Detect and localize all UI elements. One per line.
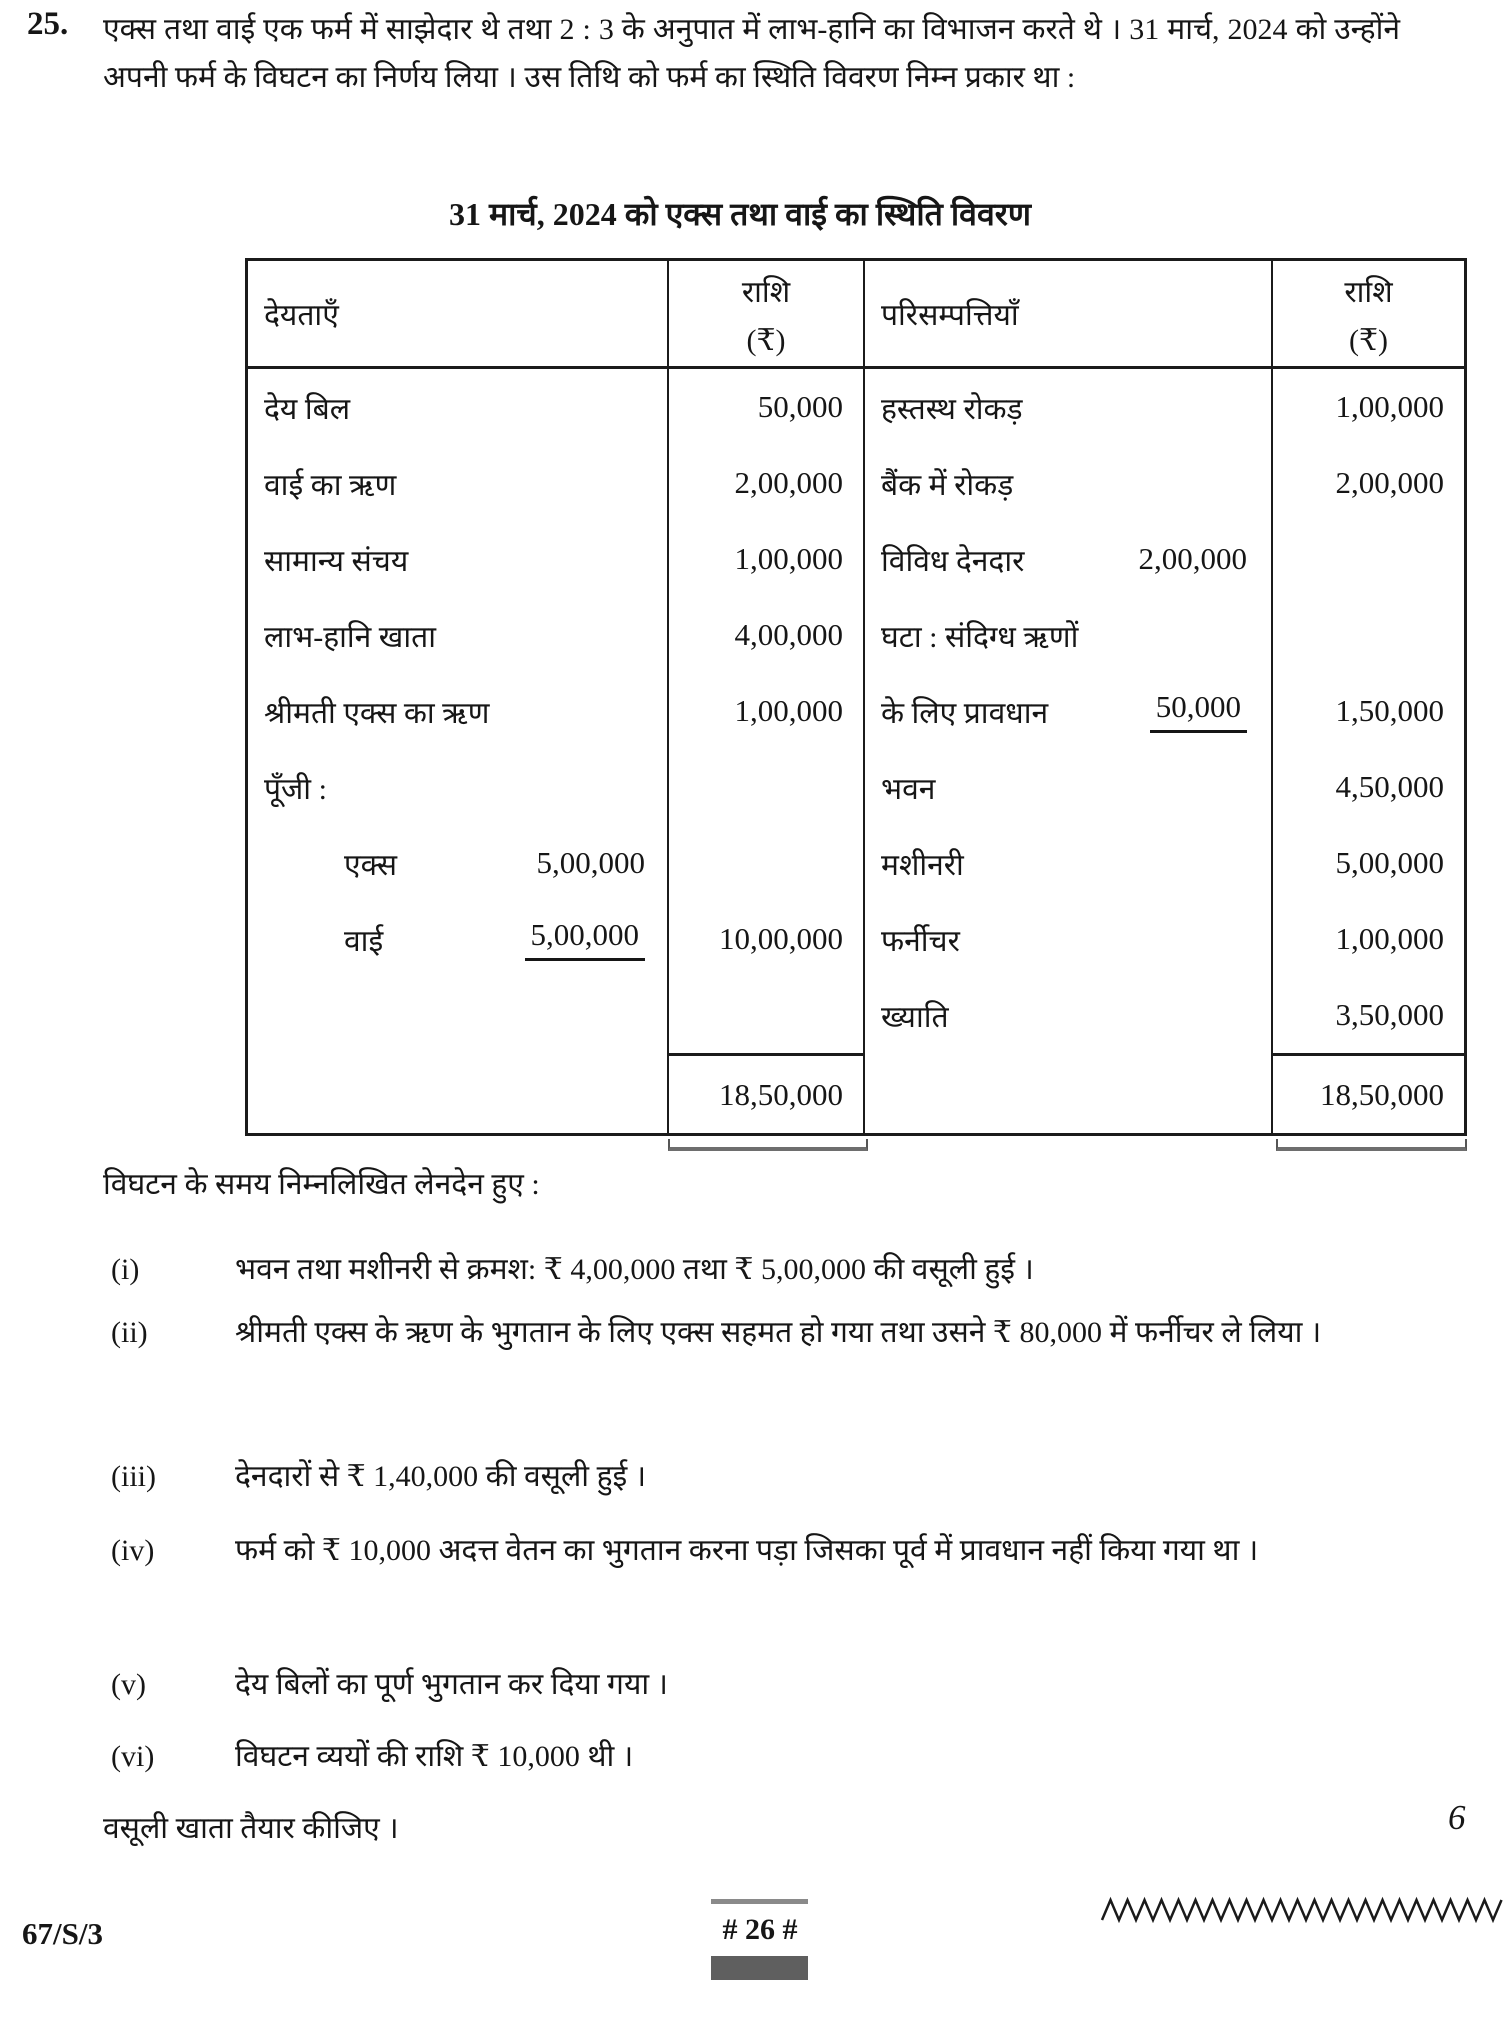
transaction-item <box>103 1655 1403 1715</box>
liability-label: पूँजी : <box>264 772 327 806</box>
liability-row <box>248 749 667 825</box>
asset-row <box>865 977 1271 1053</box>
page-marker-top-line <box>711 1899 808 1904</box>
partner-label: एक्स <box>344 848 398 882</box>
asset-label: बैंक में रोकड़ <box>881 468 1014 502</box>
amount-label: राशि <box>1344 275 1393 309</box>
closing-instruction: वसूली खाता तैयार कीजिए । <box>103 1812 399 1845</box>
amount-cell: 1,00,000 <box>1335 389 1444 424</box>
assets-amount-column <box>1273 369 1464 1053</box>
transaction-item <box>103 1727 1403 1787</box>
amount-cell: 2,00,000 <box>1335 465 1444 500</box>
liabilities-amount-column <box>669 369 865 1053</box>
zigzag-decoration <box>1100 1895 1505 1923</box>
balance-sheet-title: 31 मार्च, 2024 को एक्स तथा वाई का स्थिति विवरण <box>449 196 1031 232</box>
item-text: देनदारों से ₹ 1,40,000 की वसूली हुई । <box>235 1460 647 1493</box>
asset-row <box>865 749 1271 825</box>
liability-label: वाई का ऋण <box>264 468 397 502</box>
amount-cell: 1,50,000 <box>1335 693 1444 728</box>
amount-cell: 10,00,000 <box>719 921 843 956</box>
transaction-item <box>103 1521 1403 1581</box>
asset-row <box>865 521 1271 597</box>
total-row-blank <box>248 1053 669 1133</box>
capital-partner-row <box>248 901 667 977</box>
page-number: # 26 # <box>722 1913 798 1946</box>
liability-row <box>248 521 667 597</box>
assets-total: 18,50,000 <box>1273 1053 1464 1133</box>
asset-label: घटा : संदिग्ध ऋणों <box>881 620 1079 654</box>
item-text: विघटन व्ययों की राशि ₹ 10,000 थी । <box>235 1740 634 1773</box>
liabilities-column <box>248 369 669 1053</box>
asset-row <box>865 901 1271 977</box>
assets-amount-header <box>1273 261 1464 369</box>
amount-label: राशि <box>741 275 791 309</box>
item-text: देय बिलों का पूर्ण भुगतान कर दिया गया । <box>235 1668 668 1701</box>
amount-cell: 1,00,000 <box>734 693 843 728</box>
item-number: (iv) <box>111 1534 155 1567</box>
item-text: भवन तथा मशीनरी से क्रमश: ₹ 4,00,000 तथा ₹ 5,00,000 की वसूली हुई । <box>235 1253 1034 1286</box>
item-number: (ii) <box>111 1316 148 1349</box>
amount-cell-empty <box>1273 597 1464 673</box>
asset-label: ख्याति <box>881 1000 949 1034</box>
item-text: श्रीमती एक्स के ऋण के भुगतान के लिए एक्स सहमत हो गया तथा उसने ₹ 80,000 में फर्नीचर ले लिया । <box>235 1316 1322 1349</box>
liability-label: देय बिल <box>264 392 351 426</box>
assets-header-label: परिसम्पत्तियाँ <box>881 299 1019 332</box>
partner-capital-amount: 5,00,000 <box>536 845 645 880</box>
item-number: (i) <box>111 1253 140 1286</box>
amount-cell-empty <box>669 749 863 825</box>
rupee-unit-label: (₹) <box>1348 323 1389 357</box>
question-intro: एक्स तथा वाई एक फर्म में साझेदार थे तथा 2 : 3 के अनुपात में लाभ-हानि का विभाजन करते थे । 31 मार्च, 2024 को उन्होंने अपनी फर्म के विघटन का निर्णय लिया । उस तिथि को फर्म का स्थिति विवरण निम्न प्रकार था : <box>103 13 1400 94</box>
total-double-rule-left <box>668 1139 868 1151</box>
amount-cell: 3,50,000 <box>1335 997 1444 1032</box>
liability-row <box>248 597 667 673</box>
amount-cell: 2,00,000 <box>734 465 843 500</box>
amount-cell: 4,50,000 <box>1335 769 1444 804</box>
page-marker-bottom-bar <box>711 1956 808 1980</box>
balance-sheet-table <box>245 258 1467 1136</box>
liability-label: लाभ-हानि खाता <box>264 620 436 654</box>
partner-label: वाई <box>344 924 384 958</box>
transaction-item <box>103 1303 1403 1363</box>
asset-label: विविध देनदार <box>881 544 1025 578</box>
asset-label: फर्नीचर <box>881 924 960 958</box>
amount-cell: 50,000 <box>757 389 843 424</box>
amount-cell: 4,00,000 <box>734 617 843 652</box>
liability-row <box>248 673 667 749</box>
liabilities-total: 18,50,000 <box>669 1053 865 1133</box>
asset-label: के लिए प्रावधान <box>881 696 1049 730</box>
asset-row <box>865 369 1271 445</box>
liability-row <box>248 369 667 445</box>
item-number: (vi) <box>111 1740 155 1773</box>
amount-cell-empty <box>1273 521 1464 597</box>
amount-cell: 1,00,000 <box>1335 921 1444 956</box>
rupee-unit-label: (₹) <box>746 323 786 357</box>
asset-label: मशीनरी <box>881 848 964 882</box>
liabilities-header <box>248 261 669 369</box>
assets-header <box>865 261 1273 369</box>
asset-label: हस्तस्थ रोकड़ <box>881 392 1023 426</box>
partner-capital-amount-underlined: 5,00,000 <box>525 917 646 961</box>
transaction-item <box>103 1447 1403 1507</box>
amount-cell-empty <box>669 825 863 901</box>
liability-row <box>248 445 667 521</box>
asset-row <box>865 673 1271 749</box>
transaction-item <box>103 1240 1403 1300</box>
item-number: (iii) <box>111 1460 156 1493</box>
asset-row <box>865 825 1271 901</box>
total-double-rule-right <box>1276 1139 1467 1151</box>
assets-column <box>865 369 1273 1053</box>
provision-amount-underlined: 50,000 <box>1150 689 1247 733</box>
asset-label: भवन <box>881 772 936 806</box>
item-number: (v) <box>111 1668 146 1701</box>
liabilities-amount-header <box>669 261 865 369</box>
amount-cell: 5,00,000 <box>1335 845 1444 880</box>
liability-label: श्रीमती एक्स का ऋण <box>264 696 490 730</box>
asset-row <box>865 445 1271 521</box>
liabilities-header-label: देयताएँ <box>264 299 339 332</box>
liability-label: सामान्य संचय <box>264 544 409 578</box>
paper-code: 67/S/3 <box>22 1916 103 1951</box>
question-number: 25. <box>27 6 69 42</box>
asset-row <box>865 597 1271 673</box>
marks-badge: 6 <box>1448 1798 1466 1837</box>
transactions-intro: विघटन के समय निम्नलिखित लेनदेन हुए : <box>103 1168 540 1201</box>
amount-cell: 1,00,000 <box>734 541 843 576</box>
capital-partner-row <box>248 825 667 901</box>
total-row-blank <box>865 1053 1273 1133</box>
debtors-gross-amount: 2,00,000 <box>1138 541 1247 576</box>
item-text: फर्म को ₹ 10,000 अदत्त वेतन का भुगतान करना पड़ा जिसका पूर्व में प्रावधान नहीं किया गया था । <box>235 1534 1259 1567</box>
